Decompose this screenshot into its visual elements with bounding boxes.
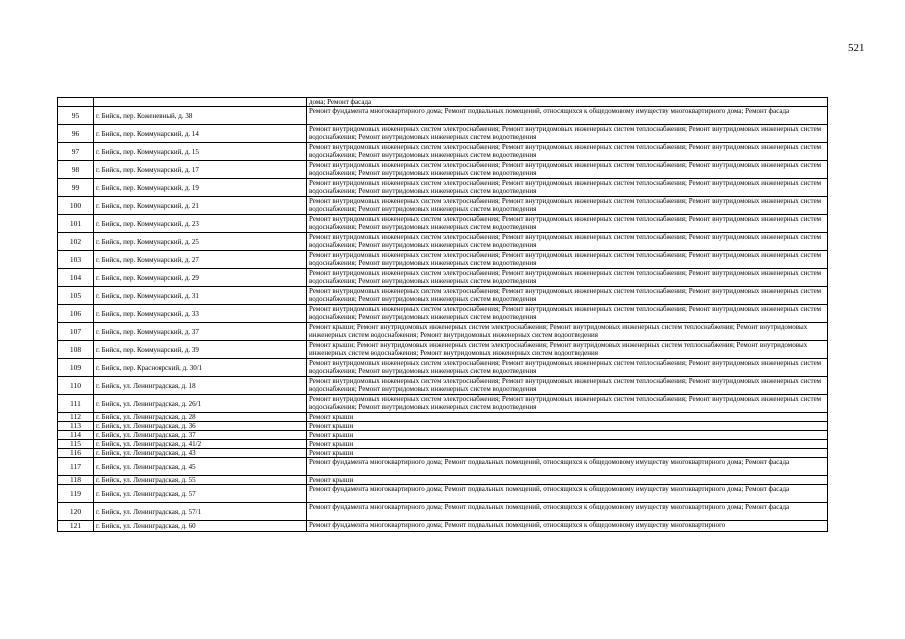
row-works: Ремонт крыши; Ремонт внутридомовых инженерных систем электроснабжения; Ремонт внутридомовых инженерных систем теплоснабжения; Ремонт внутридомовых инженерных систем водоснабжения; Ремонт внутридомовых инженерных систем водоотведения xyxy=(307,323,828,341)
row-address: г. Бийск, ул. Ленинградская, д. 60 xyxy=(94,521,307,532)
table-row xyxy=(58,107,828,125)
row-number: 96 xyxy=(58,125,94,143)
row-address: г. Бийск, ул. Ленинградская, д. 37 xyxy=(94,431,307,440)
row-number: 106 xyxy=(58,305,94,323)
table-row xyxy=(58,215,828,233)
row-works: Ремонт фундамента многоквартирного дома; Ремонт подвальных помещений, относящихся к общедомовому имуществу многоквартирного дома; Ремонт фасада xyxy=(307,107,828,125)
row-works: Ремонт внутридомовых инженерных систем электроснабжения; Ремонт внутридомовых инженерных систем теплоснабжения; Ремонт внутридомовых инженерных систем водоснабжения; Ремонт внутридомовых инженерных систем водоотведения xyxy=(307,305,828,323)
row-address: г. Бийск, ул. Ленинградская, д. 26/1 xyxy=(94,395,307,413)
row-works: Ремонт фундамента многоквартирного дома; Ремонт подвальных помещений, относящихся к общедомовому имуществу многоквартирного xyxy=(307,521,828,532)
row-works: Ремонт внутридомовых инженерных систем электроснабжения; Ремонт внутридомовых инженерных систем теплоснабжения; Ремонт внутридомовых инженерных систем водоснабжения; Ремонт внутридомовых инженерных систем водоотведения xyxy=(307,377,828,395)
row-number: 97 xyxy=(58,143,94,161)
row-address: г. Бийск, ул. Ленинградская, д. 55 xyxy=(94,476,307,485)
row-works: Ремонт крыши; Ремонт внутридомовых инженерных систем электроснабжения; Ремонт внутридомовых инженерных систем теплоснабжения; Ремонт внутридомовых инженерных систем водоснабжения; Ремонт внутридомовых инженерных систем водоотведения xyxy=(307,341,828,359)
row-number: 112 xyxy=(58,413,94,422)
row-address: г. Бийск, пер. Коммунарский, д. 33 xyxy=(94,305,307,323)
table-row xyxy=(58,305,828,323)
row-number: 118 xyxy=(58,476,94,485)
table-row xyxy=(58,503,828,521)
table-row xyxy=(58,359,828,377)
table-row xyxy=(58,179,828,197)
row-number: 109 xyxy=(58,359,94,377)
page-number: 521 xyxy=(848,42,865,54)
row-address: г. Бийск, пер. Коммунарский, д. 31 xyxy=(94,287,307,305)
row-works: Ремонт крыши xyxy=(307,476,828,485)
table-row xyxy=(58,341,828,359)
row-number: 120 xyxy=(58,503,94,521)
row-address: г. Бийск, пер. Коммунарский, д. 39 xyxy=(94,341,307,359)
row-works: Ремонт фундамента многоквартирного дома; Ремонт подвальных помещений, относящихся к общедомовому имуществу многоквартирного дома; Ремонт фасада xyxy=(307,503,828,521)
row-works: Ремонт крыши xyxy=(307,422,828,431)
row-number: 104 xyxy=(58,269,94,287)
row-works: Ремонт крыши xyxy=(307,431,828,440)
row-address: г. Бийск, пер. Красноярский, д. 30/1 xyxy=(94,359,307,377)
registry-body xyxy=(58,98,828,532)
row-number: 98 xyxy=(58,161,94,179)
row-works: Ремонт крыши xyxy=(307,413,828,422)
table-row xyxy=(58,269,828,287)
table-row xyxy=(58,422,828,431)
row-works: Ремонт внутридомовых инженерных систем электроснабжения; Ремонт внутридомовых инженерных систем теплоснабжения; Ремонт внутридомовых инженерных систем водоснабжения; Ремонт внутридомовых инженерных систем водоотведения xyxy=(307,197,828,215)
row-works: Ремонт внутридомовых инженерных систем электроснабжения; Ремонт внутридомовых инженерных систем теплоснабжения; Ремонт внутридомовых инженерных систем водоснабжения; Ремонт внутридомовых инженерных систем водоотведения xyxy=(307,143,828,161)
table-row xyxy=(58,125,828,143)
row-number: 113 xyxy=(58,422,94,431)
row-number: 121 xyxy=(58,521,94,532)
row-number: 102 xyxy=(58,233,94,251)
row-works: Ремонт внутридомовых инженерных систем электроснабжения; Ремонт внутридомовых инженерных систем теплоснабжения; Ремонт внутридомовых инженерных систем водоснабжения; Ремонт внутридомовых инженерных систем водоотведения xyxy=(307,179,828,197)
row-number: 107 xyxy=(58,323,94,341)
row-address: г. Бийск, пер. Коммунарский, д. 23 xyxy=(94,215,307,233)
row-address: г. Бийск, пер. Коммунарский, д. 37 xyxy=(94,323,307,341)
row-address: г. Бийск, пер. Коммунарский, д. 21 xyxy=(94,197,307,215)
row-number: 99 xyxy=(58,179,94,197)
table-row xyxy=(58,440,828,449)
row-address: г. Бийск, пер. Коммунарский, д. 29 xyxy=(94,269,307,287)
row-works: Ремонт внутридомовых инженерных систем электроснабжения; Ремонт внутридомовых инженерных систем теплоснабжения; Ремонт внутридомовых инженерных систем водоснабжения; Ремонт внутридомовых инженерных систем водоотведения xyxy=(307,233,828,251)
row-address xyxy=(94,98,307,107)
table-row xyxy=(58,431,828,440)
row-number: 119 xyxy=(58,485,94,503)
row-works: Ремонт крыши xyxy=(307,449,828,458)
row-number: 101 xyxy=(58,215,94,233)
row-works: Ремонт фундамента многоквартирного дома; Ремонт подвальных помещений, относящихся к общедомовому имуществу многоквартирного дома; Ремонт фасада xyxy=(307,485,828,503)
row-number xyxy=(58,98,94,107)
row-address: г. Бийск, пер. Коммунарский, д. 19 xyxy=(94,179,307,197)
row-address: г. Бийск, ул. Ленинградская, д. 43 xyxy=(94,449,307,458)
table-row xyxy=(58,476,828,485)
row-number: 100 xyxy=(58,197,94,215)
row-address: г. Бийск, ул. Ленинградская, д. 18 xyxy=(94,377,307,395)
repair-registry-table xyxy=(57,97,828,532)
table-row xyxy=(58,251,828,269)
row-number: 105 xyxy=(58,287,94,305)
row-number: 108 xyxy=(58,341,94,359)
row-works: Ремонт внутридомовых инженерных систем электроснабжения; Ремонт внутридомовых инженерных систем теплоснабжения; Ремонт внутридомовых инженерных систем водоснабжения; Ремонт внутридомовых инженерных систем водоотведения xyxy=(307,359,828,377)
row-works: Ремонт внутридомовых инженерных систем электроснабжения; Ремонт внутридомовых инженерных систем теплоснабжения; Ремонт внутридомовых инженерных систем водоснабжения; Ремонт внутридомовых инженерных систем водоотведения xyxy=(307,161,828,179)
table-row xyxy=(58,458,828,476)
table-row xyxy=(58,377,828,395)
row-address: г. Бийск, пер. Коммунарский, д. 25 xyxy=(94,233,307,251)
row-address: г. Бийск, ул. Ленинградская, д. 57 xyxy=(94,485,307,503)
row-works: дома; Ремонт фасада xyxy=(307,98,828,107)
row-address: г. Бийск, ул. Ленинградская, д. 41/2 xyxy=(94,440,307,449)
row-works: Ремонт внутридомовых инженерных систем электроснабжения; Ремонт внутридомовых инженерных систем теплоснабжения; Ремонт внутридомовых инженерных систем водоснабжения; Ремонт внутридомовых инженерных систем водоотведения xyxy=(307,269,828,287)
row-number: 95 xyxy=(58,107,94,125)
row-works: Ремонт крыши xyxy=(307,440,828,449)
row-number: 117 xyxy=(58,458,94,476)
row-works: Ремонт внутридомовых инженерных систем электроснабжения; Ремонт внутридомовых инженерных систем теплоснабжения; Ремонт внутридомовых инженерных систем водоснабжения; Ремонт внутридомовых инженерных систем водоотведения xyxy=(307,251,828,269)
table-row xyxy=(58,485,828,503)
table-row xyxy=(58,521,828,532)
table-row xyxy=(58,449,828,458)
row-address: г. Бийск, ул. Ленинградская, д. 45 xyxy=(94,458,307,476)
row-address: г. Бийск, пер. Коммунарский, д. 15 xyxy=(94,143,307,161)
row-address: г. Бийск, пер. Коженевный, д. 38 xyxy=(94,107,307,125)
row-number: 114 xyxy=(58,431,94,440)
row-number: 116 xyxy=(58,449,94,458)
table-row xyxy=(58,413,828,422)
table-row xyxy=(58,287,828,305)
row-works: Ремонт фундамента многоквартирного дома; Ремонт подвальных помещений, относящихся к общедомовому имуществу многоквартирного дома; Ремонт фасада xyxy=(307,458,828,476)
row-number: 103 xyxy=(58,251,94,269)
row-address: г. Бийск, ул. Ленинградская, д. 28 xyxy=(94,413,307,422)
row-number: 115 xyxy=(58,440,94,449)
continuation-row xyxy=(58,98,828,107)
row-number: 110 xyxy=(58,377,94,395)
row-address: г. Бийск, ул. Ленинградская, д. 57/1 xyxy=(94,503,307,521)
table-row xyxy=(58,143,828,161)
row-address: г. Бийск, пер. Коммунарский, д. 17 xyxy=(94,161,307,179)
table-row xyxy=(58,197,828,215)
table-row xyxy=(58,395,828,413)
row-works: Ремонт внутридомовых инженерных систем электроснабжения; Ремонт внутридомовых инженерных систем теплоснабжения; Ремонт внутридомовых инженерных систем водоснабжения; Ремонт внутридомовых инженерных систем водоотведения xyxy=(307,215,828,233)
row-works: Ремонт внутридомовых инженерных систем электроснабжения; Ремонт внутридомовых инженерных систем теплоснабжения; Ремонт внутридомовых инженерных систем водоснабжения; Ремонт внутридомовых инженерных систем водоотведения xyxy=(307,125,828,143)
row-works: Ремонт внутридомовых инженерных систем электроснабжения; Ремонт внутридомовых инженерных систем теплоснабжения; Ремонт внутридомовых инженерных систем водоснабжения; Ремонт внутридомовых инженерных систем водоотведения xyxy=(307,395,828,413)
table-row xyxy=(58,233,828,251)
row-address: г. Бийск, пер. Коммунарский, д. 27 xyxy=(94,251,307,269)
row-address: г. Бийск, пер. Коммунарский, д. 14 xyxy=(94,125,307,143)
row-address: г. Бийск, ул. Ленинградская, д. 36 xyxy=(94,422,307,431)
table-row xyxy=(58,161,828,179)
row-works: Ремонт внутридомовых инженерных систем электроснабжения; Ремонт внутридомовых инженерных систем теплоснабжения; Ремонт внутридомовых инженерных систем водоснабжения; Ремонт внутридомовых инженерных систем водоотведения xyxy=(307,287,828,305)
row-number: 111 xyxy=(58,395,94,413)
table-row xyxy=(58,323,828,341)
